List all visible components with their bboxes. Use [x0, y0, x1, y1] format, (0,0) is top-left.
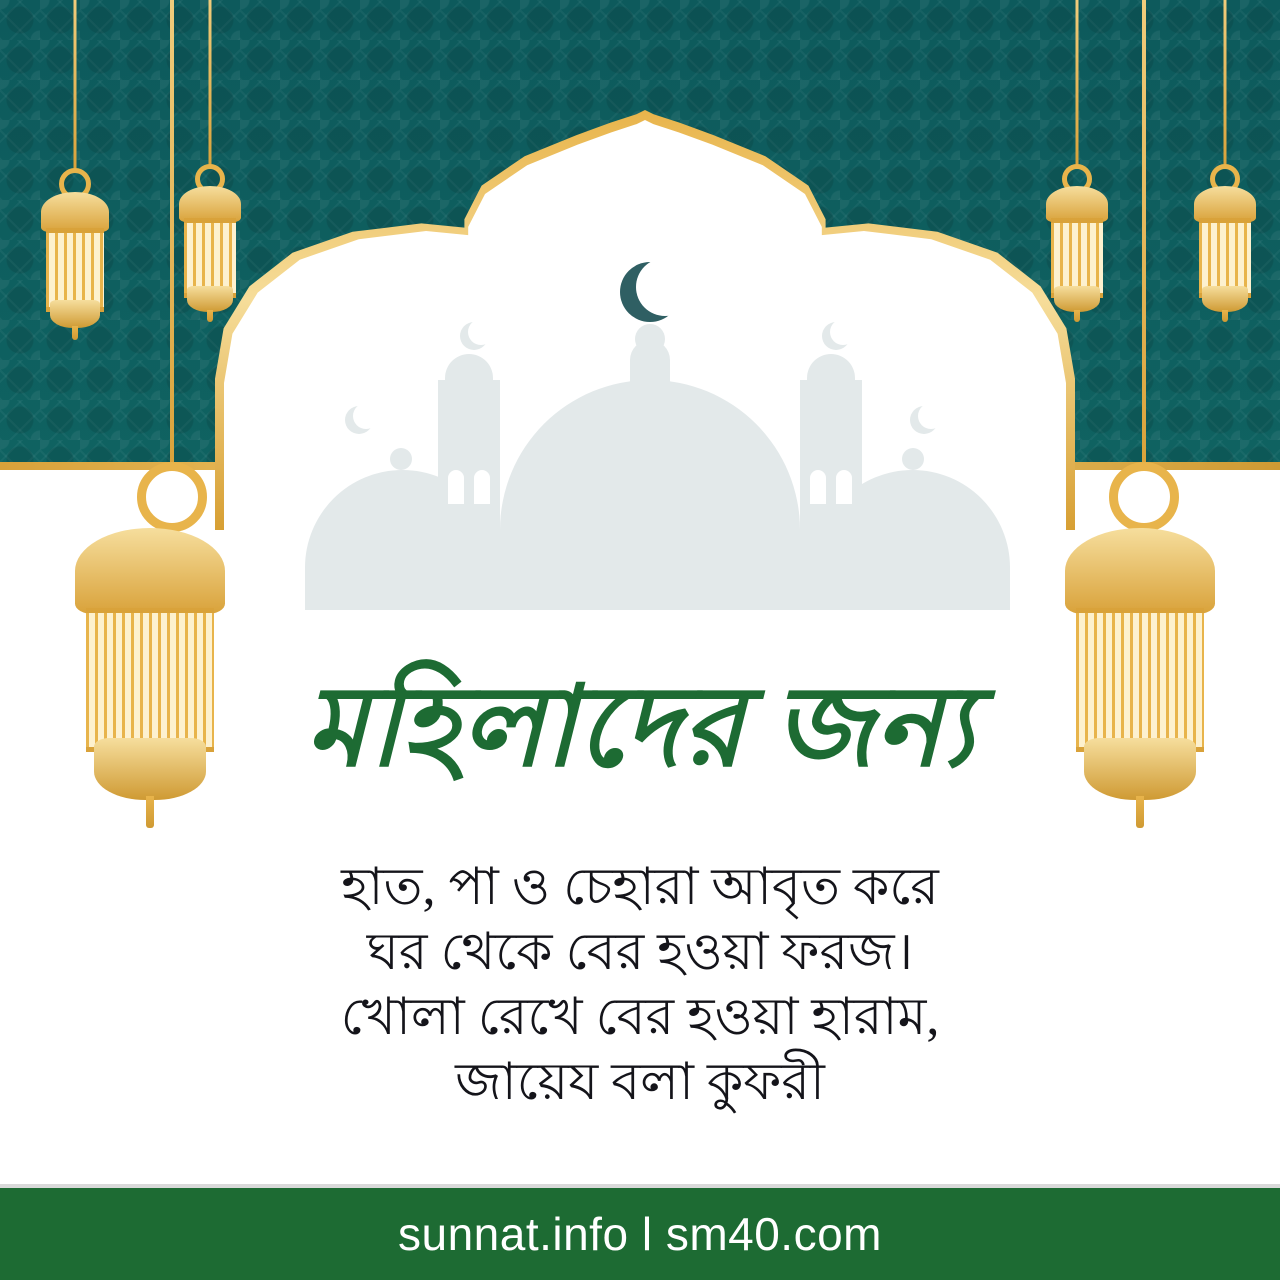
footer-website-text: sunnat.info l sm40.com [397, 1208, 882, 1260]
minaret-left-window [448, 470, 464, 504]
page-title: মহিলাদের জন্য [305, 666, 975, 790]
body-line: জায়েয বলা কুফরী [455, 1054, 825, 1111]
lantern-cap [1065, 528, 1215, 614]
body-line: খোলা রেখে বের হওয়া হারাম, [340, 989, 940, 1046]
body-line: হাত, পা ও চেহারা আবৃত করে [341, 859, 939, 916]
body-line: ঘর থেকে বের হওয়া ফরজ। [366, 924, 914, 981]
mini-crescent-icon [345, 406, 375, 436]
dome-left-finial [390, 448, 412, 470]
dome-main-icon [500, 380, 800, 610]
lantern-ring [1109, 462, 1179, 532]
minaret-right-window [810, 470, 826, 504]
mini-crescent-icon [910, 406, 940, 436]
lantern-tip [146, 796, 154, 828]
dome-right-finial [902, 448, 924, 470]
lantern-ring [137, 462, 207, 532]
minaret-left-window [474, 470, 490, 504]
lantern-tip [1136, 796, 1144, 828]
mosque-silhouette [270, 320, 1030, 610]
mini-crescent-icon [822, 322, 852, 352]
dome-main-finial [635, 324, 665, 354]
body-text [0, 855, 1280, 1115]
crescent-moon-icon [620, 262, 684, 326]
mini-crescent-icon [460, 322, 490, 352]
minaret-left-cap [445, 354, 493, 388]
lantern-cord [170, 0, 174, 470]
minaret-left-icon [438, 380, 500, 610]
footer-bar [0, 1188, 1280, 1280]
minaret-right-icon [800, 380, 862, 610]
lantern-cord [1142, 0, 1146, 470]
minaret-right-cap [807, 354, 855, 388]
lantern-cap [75, 528, 225, 614]
minaret-right-window [836, 470, 852, 504]
